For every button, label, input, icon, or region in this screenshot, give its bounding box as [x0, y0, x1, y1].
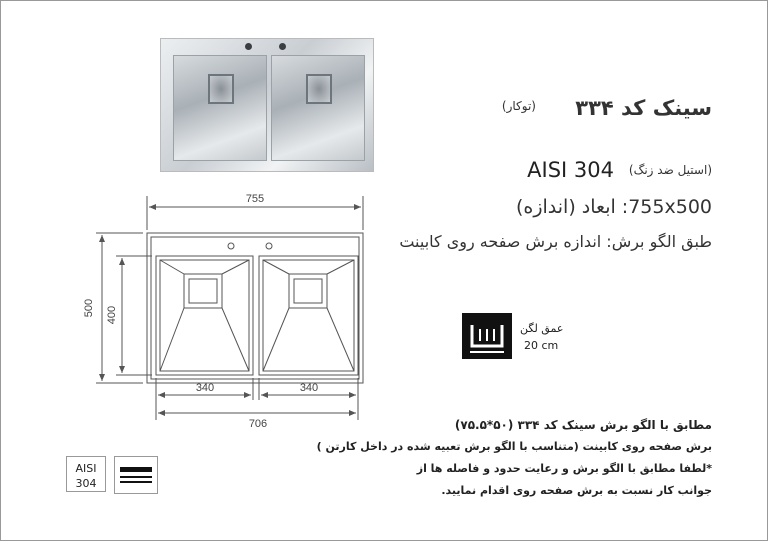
dimensions-line: 755x500: ابعاد (اندازه) [515, 196, 712, 218]
thickness-icon [114, 456, 158, 494]
basin-depth-icon [462, 313, 512, 359]
dim-outer-height: 500 [83, 298, 95, 318]
note-line: *لطفا مطابق با الگو برش و رعایت حدود و فاصله ها از [416, 462, 712, 475]
product-subtitle: (توکار) [501, 99, 536, 113]
note-line: مطابق با الگو برش سینک کد ۳۳۴ (۵۰*۷۵.۵) [454, 418, 712, 432]
dim-bowls-total: 706 [248, 418, 268, 430]
note-line: جوانب کار نسبت به برش صفحه روی اقدام نمایید. [441, 484, 712, 497]
technical-drawing [0, 0, 440, 440]
depth-value: 20 cm [524, 339, 559, 352]
dim-overall-width: 755 [245, 193, 265, 205]
dim-inner-height: 400 [106, 305, 118, 325]
dim-bowl-left: 340 [195, 382, 215, 394]
dim-bowl-right: 340 [299, 382, 319, 394]
cut-template-line: طبق الگو برش: اندازه برش صفحه روی کابینت [399, 232, 712, 251]
aisi-badge-line: 304 [75, 477, 97, 490]
aisi-badge [66, 456, 106, 492]
note-line: برش صفحه روی کابینت (متناسب با الگو برش تعبیه شده در داخل کارتن ) [316, 440, 712, 453]
aisi-badge-line: AISI [75, 462, 97, 475]
installation-notes [292, 414, 712, 502]
product-title: سینک کد ۳۳۴ [575, 96, 712, 120]
material-code: AISI 304 [527, 158, 614, 182]
material-note: (استیل ضد زنگ) [628, 163, 712, 177]
depth-label: عمق لگن [520, 322, 564, 335]
